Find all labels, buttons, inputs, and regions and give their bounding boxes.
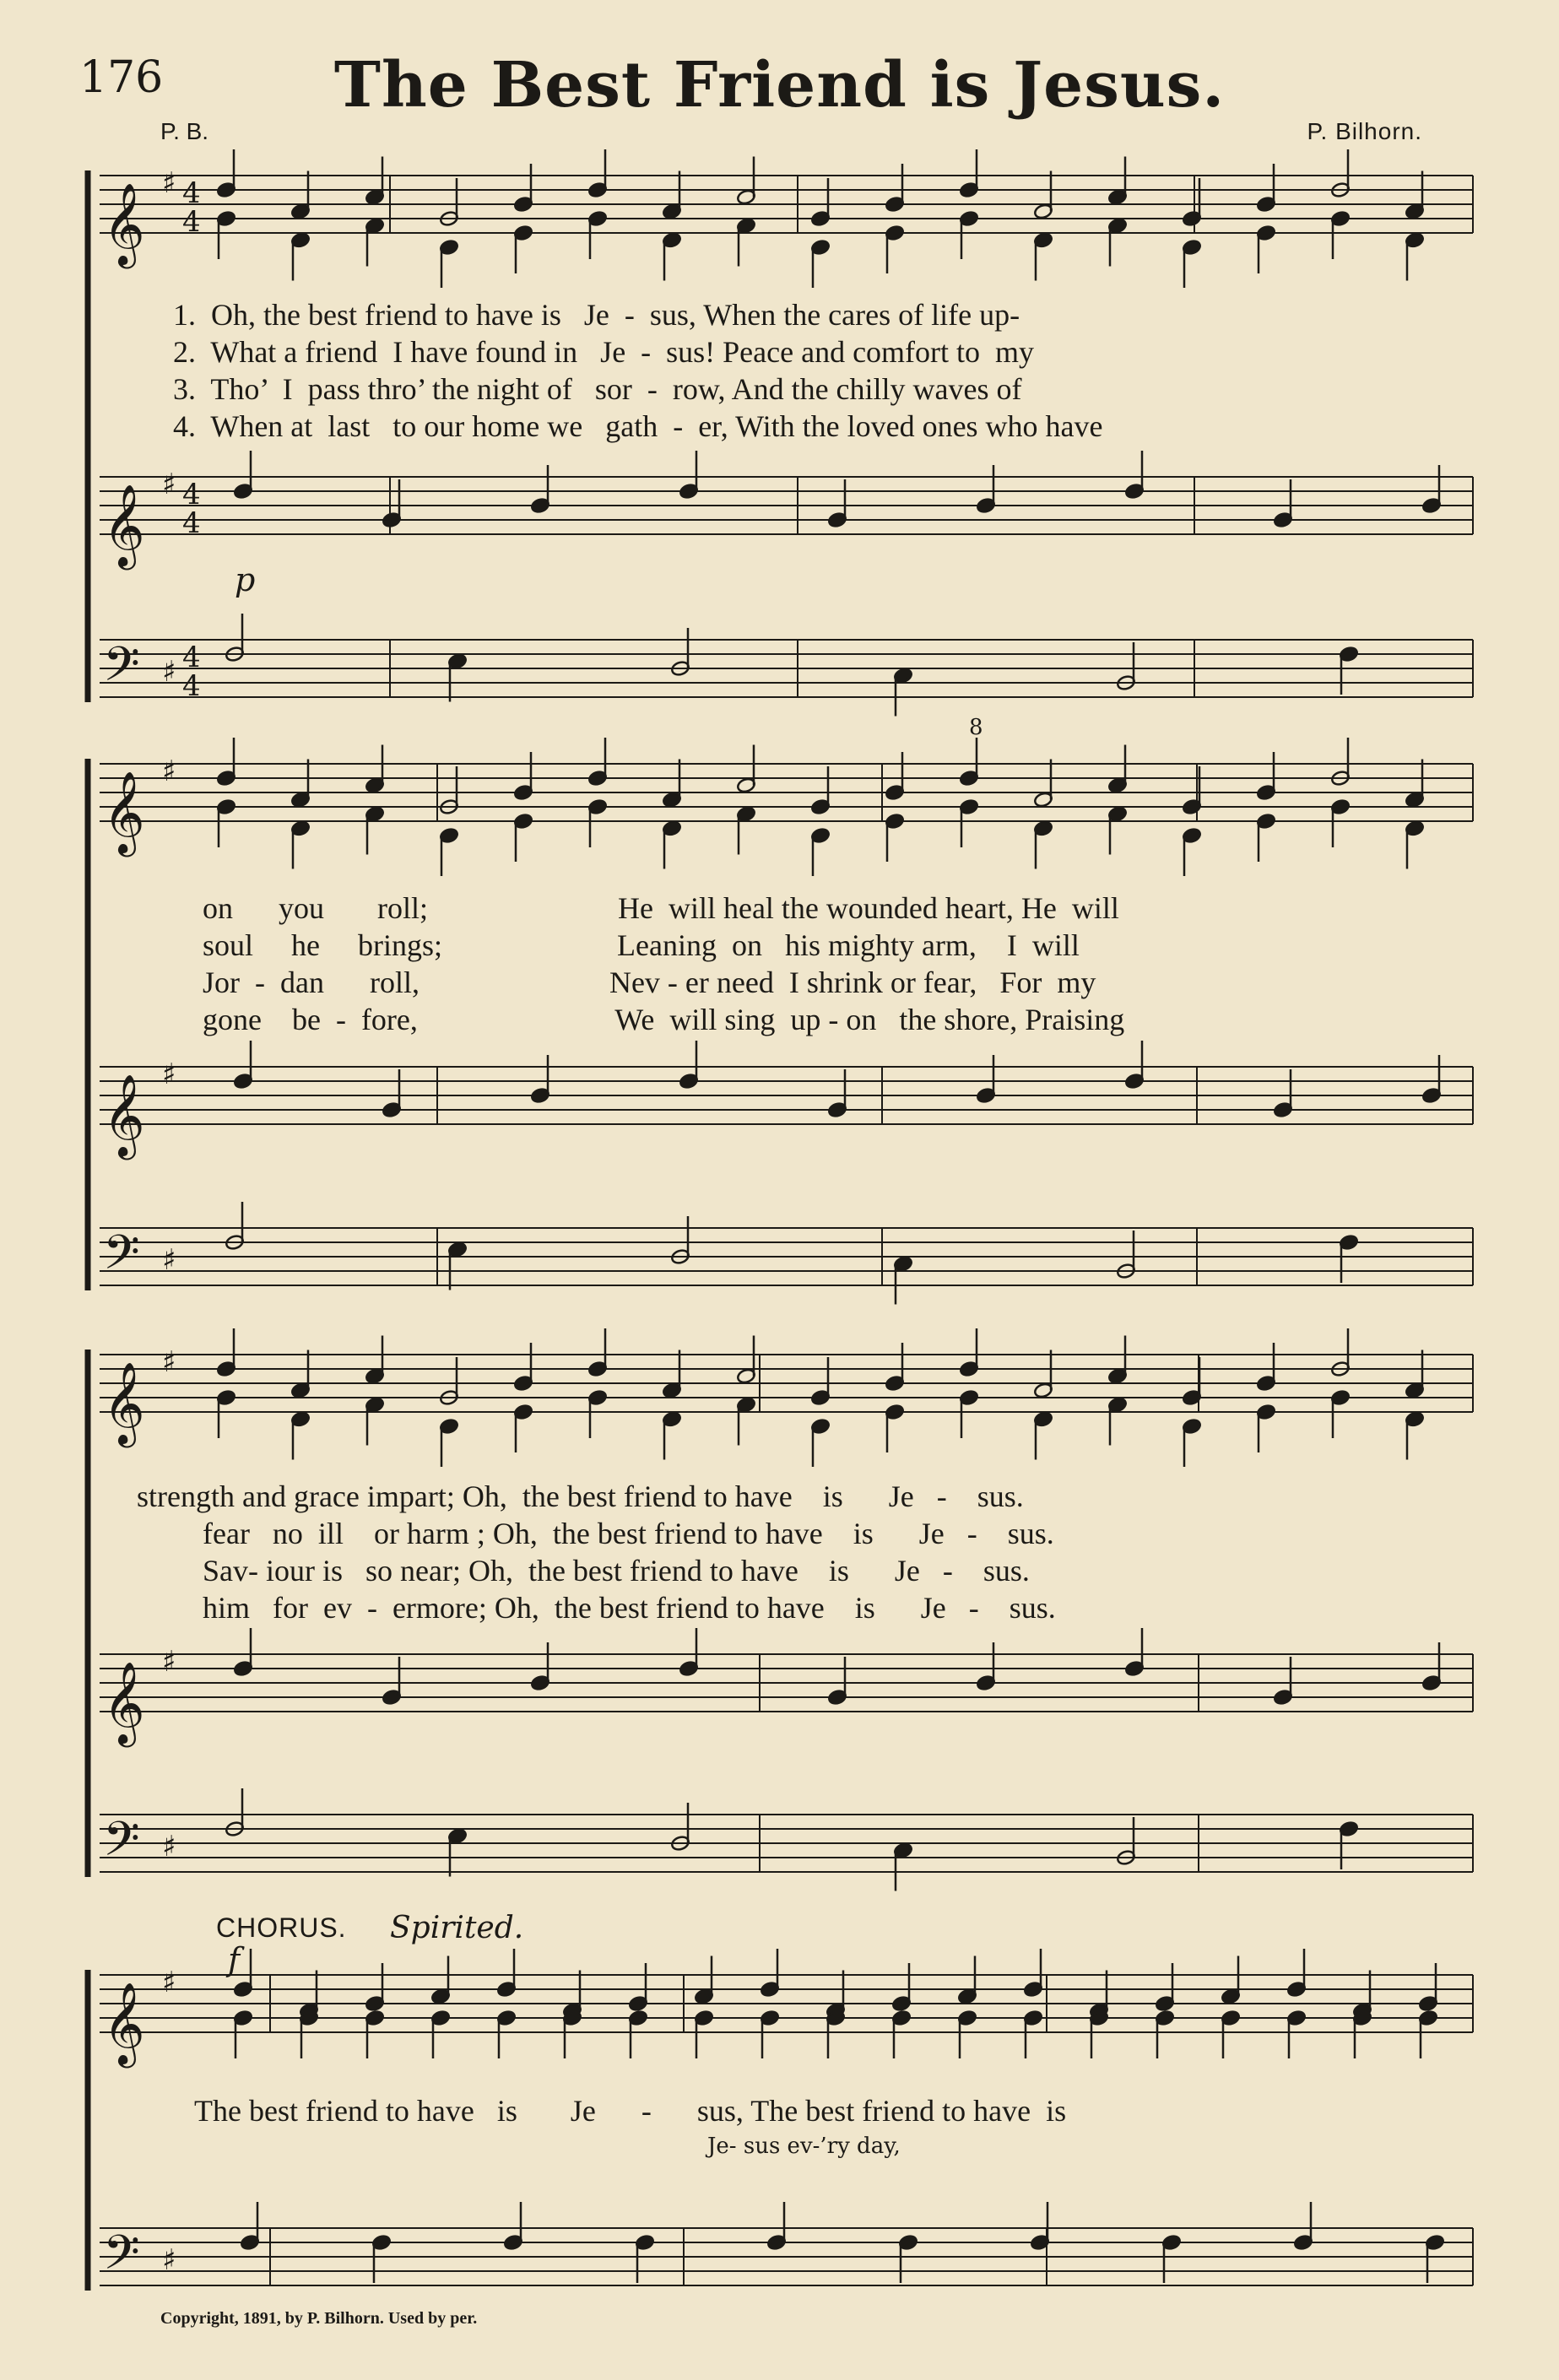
- lyric-line: him for ev - ermore; Oh, the best friend to have is Je - sus.: [203, 1591, 1056, 1625]
- key-signature: ♯: [162, 1243, 176, 1277]
- time-signature: 4: [182, 669, 201, 703]
- copyright-notice: Copyright, 1891, by P. Bilhorn. Used by per.: [160, 2309, 478, 2328]
- lyric-line: The best friend to have is Je - sus, The best friend to have is: [194, 2094, 1067, 2128]
- treble-clef: 𝄞: [103, 1982, 145, 2064]
- lyric-line: on you roll; He will heal the wounded heart, He will: [203, 891, 1119, 925]
- lyric-line: gone be - fore, We will sing up - on the shore, Praising: [203, 1003, 1125, 1036]
- key-signature: ♯: [162, 655, 176, 689]
- key-signature: ♯: [162, 166, 176, 200]
- chorus-label: CHORUS.: [216, 1912, 347, 1943]
- treble-clef: 𝄞: [103, 1361, 145, 1444]
- treble-clef: 𝄞: [103, 182, 145, 265]
- key-signature: ♯: [162, 2243, 176, 2277]
- page-number: 176: [79, 52, 164, 103]
- bass-clef: 𝄢: [103, 637, 140, 704]
- lyric-line: Sav- iour is so near; Oh, the best friend to have is Je - sus.: [203, 1554, 1030, 1588]
- lyric-line: 3. Tho’ I pass thro’ the night of sor - row, And the chilly waves of: [173, 372, 1022, 406]
- treble-clef: 𝄞: [103, 1661, 145, 1744]
- treble-clef: 𝄞: [103, 1074, 145, 1156]
- lyric-line: soul he brings; Leaning on his mighty arm, I will: [203, 928, 1080, 962]
- key-signature: ♯: [162, 1057, 176, 1091]
- bass-clef: 𝄢: [103, 1225, 140, 1292]
- lyric-line: 1. Oh, the best friend to have is Je - sus, When the cares of life up-: [173, 298, 1020, 332]
- treble-clef: 𝄞: [103, 484, 145, 566]
- lyric-line: 2. What a friend I have found in Je - sus! Peace and comfort to my: [173, 335, 1035, 369]
- dynamic-forte: f: [228, 1941, 241, 1978]
- key-signature: ♯: [162, 468, 176, 501]
- key-signature: ♯: [162, 1830, 176, 1863]
- composer: P. Bilhorn.: [1307, 118, 1422, 144]
- chorus-tempo: Spirited.: [390, 1911, 524, 1945]
- time-signature: 4: [182, 478, 201, 511]
- treble-clef: 𝄞: [103, 771, 145, 853]
- dynamic-piano: p: [235, 561, 256, 598]
- time-signature: 4: [182, 176, 201, 210]
- time-signature: 4: [182, 506, 201, 540]
- lyric-line: strength and grace impart; Oh, the best friend to have is Je - sus.: [137, 1479, 1024, 1513]
- key-signature: ♯: [162, 1645, 176, 1679]
- octave-mark: 8: [969, 715, 983, 740]
- lyric-line: 4. When at last to our home we gath - er, With the loved ones who have: [173, 409, 1103, 443]
- lyric-line: fear no ill or harm ; Oh, the best friend to have is Je - sus.: [203, 1517, 1054, 1550]
- bass-clef: 𝄢: [103, 1812, 140, 1879]
- alto-lyric: Je- sus ev-’ry day,: [707, 2134, 901, 2159]
- time-signature: 4: [182, 641, 201, 674]
- hymn-title: The Best Friend is Jesus.: [333, 49, 1226, 122]
- key-signature: ♯: [162, 1345, 176, 1379]
- bass-clef: 𝄢: [103, 2226, 140, 2292]
- key-signature: ♯: [162, 755, 176, 788]
- time-signature: 4: [182, 205, 201, 239]
- lyricist: P. B.: [160, 118, 209, 144]
- key-signature: ♯: [162, 1966, 176, 1999]
- lyric-line: Jor - dan roll, Nev - er need I shrink or fear, For my: [203, 966, 1096, 999]
